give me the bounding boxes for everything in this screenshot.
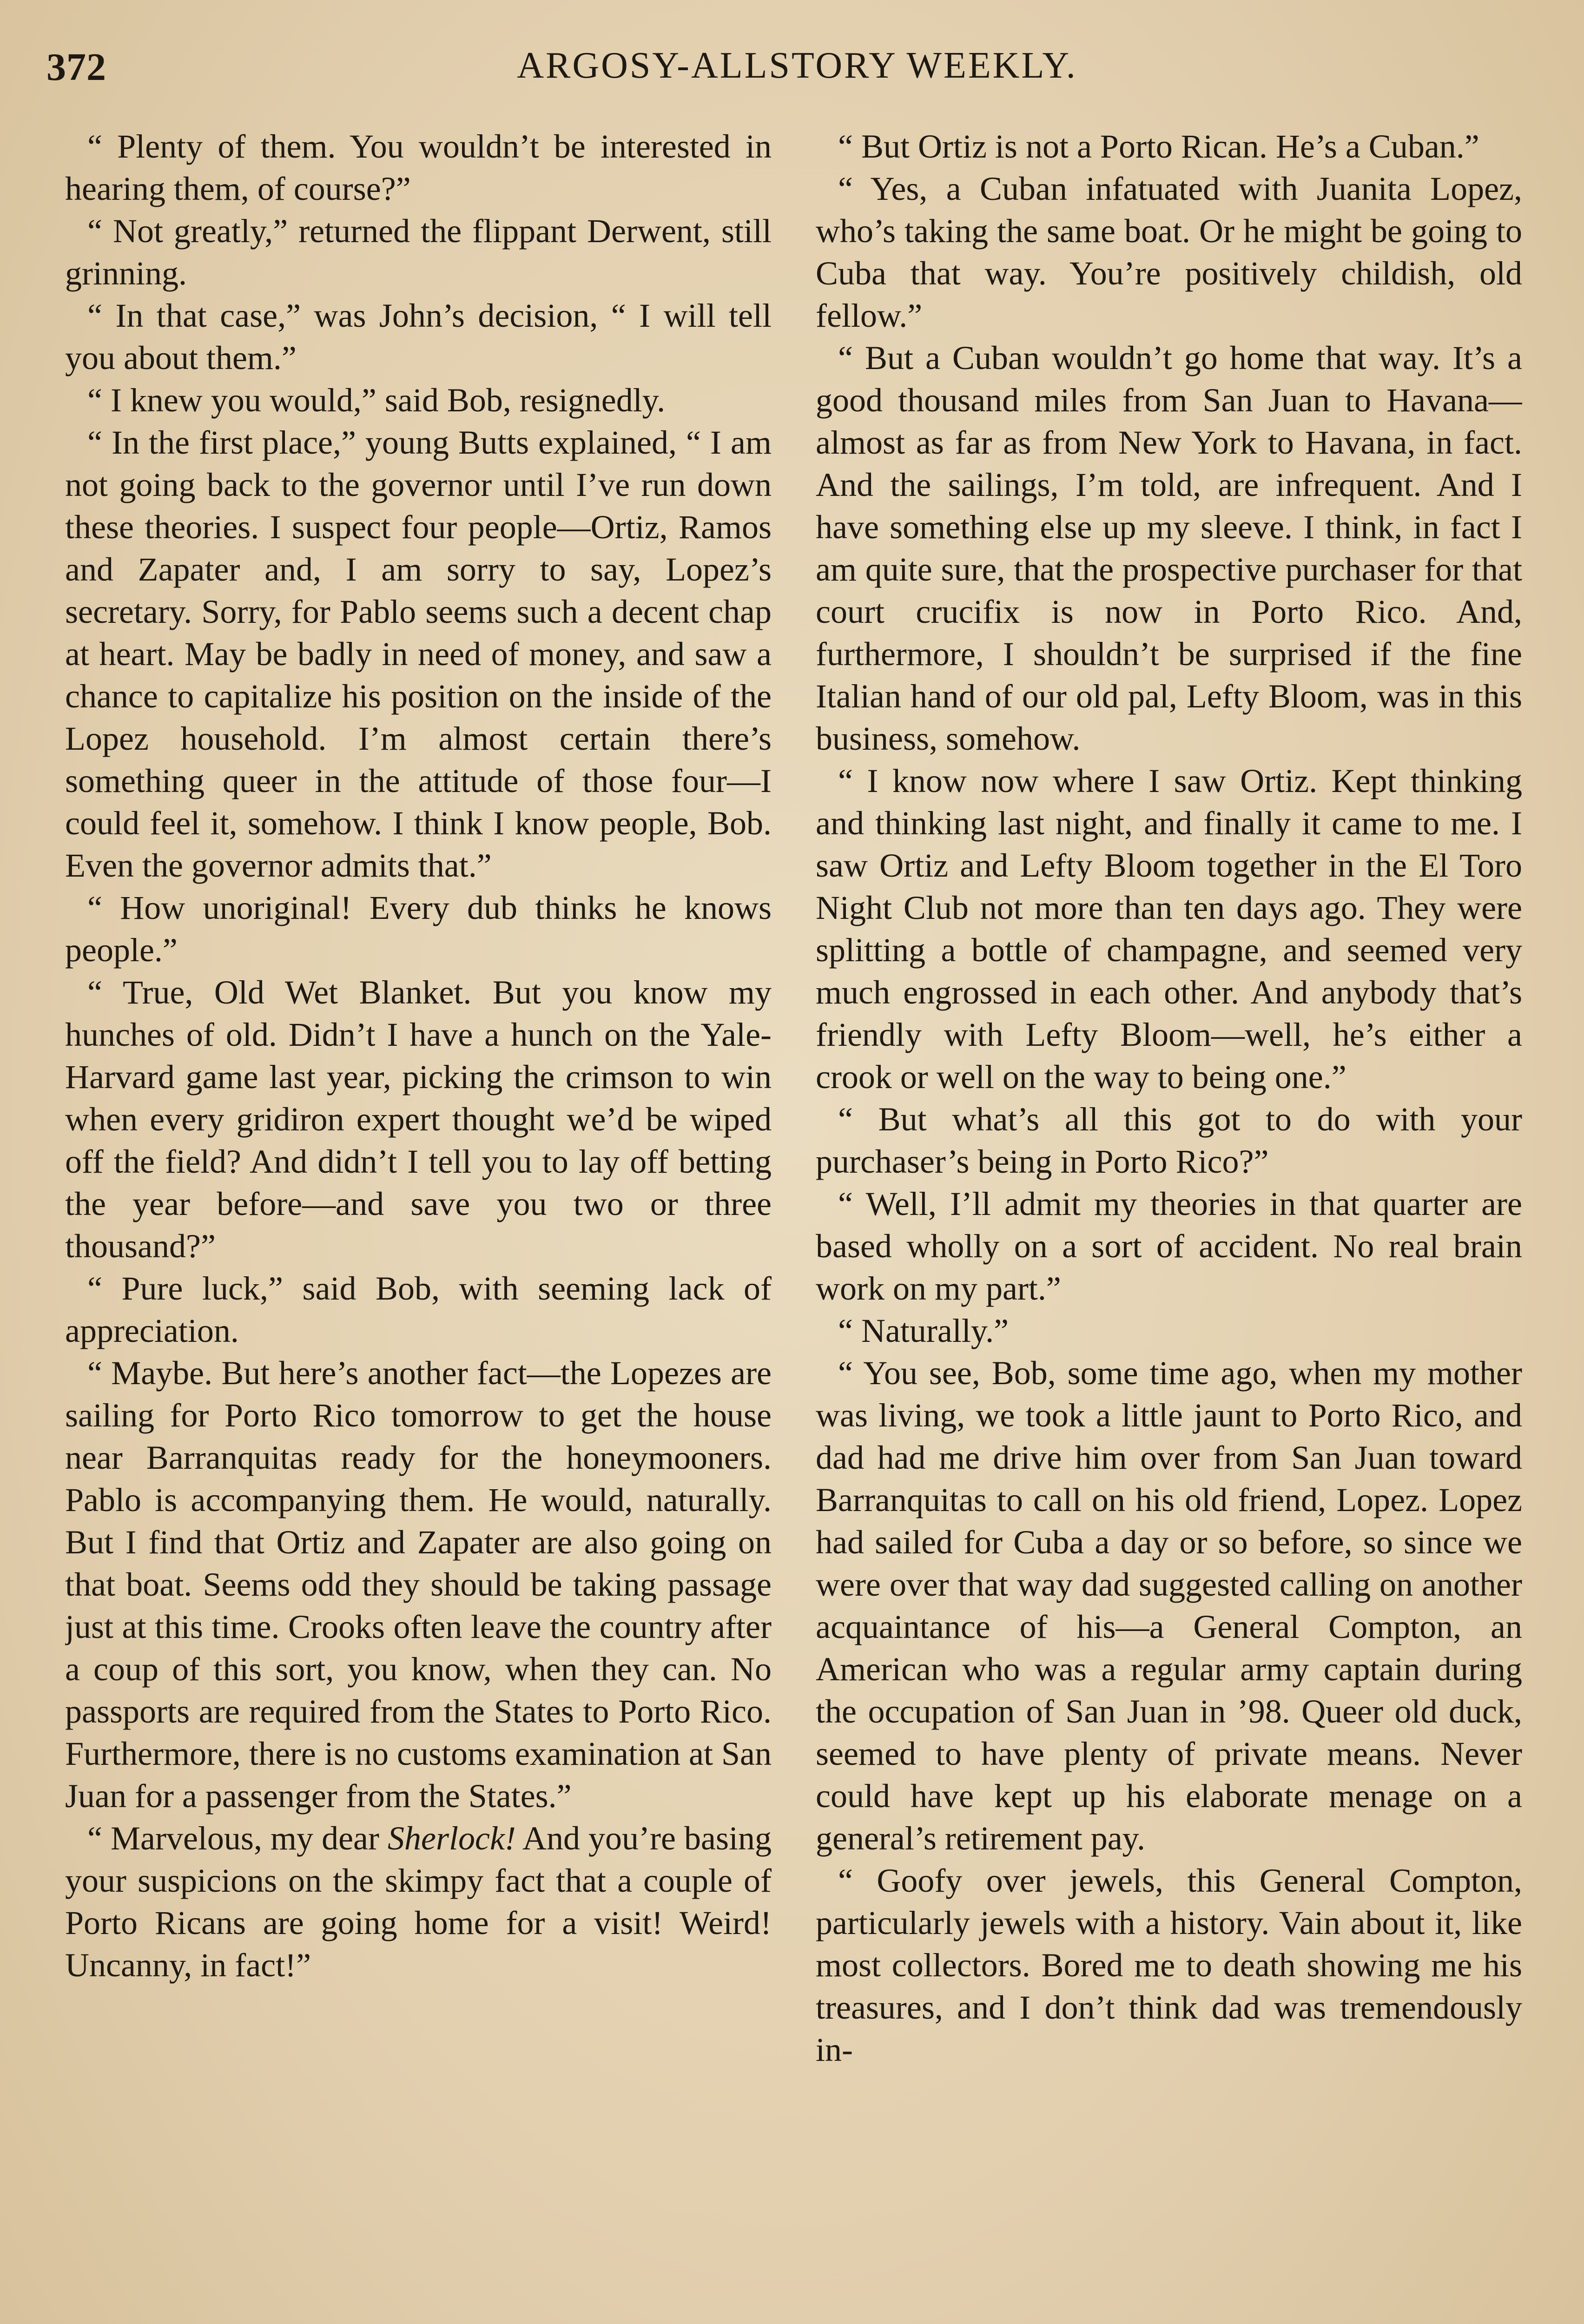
text-run: “ Marvelous, my dear	[87, 1820, 388, 1857]
page-header	[46, 45, 1548, 100]
paragraph: “ Well, I’ll admit my theories in that quarter are based wholly on a sort of accident. No real brain work on my part.”	[816, 1185, 1522, 1307]
italic-text: Sherlock!	[388, 1820, 516, 1857]
paragraph: “ But a Cuban wouldn’t go home that way. It’s a good thousand miles from San Juan to Havana—almost as far as from New York to Havana, in fact. And the sailings, I’m told, are infrequent. And I have something else up my sleeve. I think, in fact I am quite sure, that the prospective purchaser for that court crucifix is now in Porto Rico. And, furthermore, I shouldn’t be surprised if the fine Italian hand of our old pal, Lefty Bloom, was in this business, somehow.	[816, 339, 1522, 757]
paragraph: “ But Ortiz is not a Porto Rican. He’s a Cuban.”	[838, 128, 1479, 165]
page-number: 372	[46, 46, 106, 89]
paragraph: “ You see, Bob, some time ago, when my mother was living, we took a little jaunt to Porto Rico, and dad had me drive him over from San Juan toward Barranquitas to call on his old friend, Lopez. Lopez had sailed for Cuba a day or so before, so since we were over that way dad suggested calling on another acquaintance of his—a General Compton, an American who was a regular army captain during the occupation of San Juan in ’98. Queer old duck, seemed to have plenty of private means. Never could have kept up his elaborate menage on a general’s retirement pay.	[816, 1354, 1522, 1857]
running-head: ARGOSY-ALLSTORY WEEKLY.	[517, 45, 1077, 86]
right-column	[816, 125, 1522, 2324]
paragraph: “ Goofy over jewels, this General Compton, particularly jewels with a history. Vain about it, like most collectors. Bored me to death showing me his treasures, and I don’t think dad was tremendously in-	[816, 1862, 1522, 2068]
paragraph: “ In that case,” was John’s decision, “ I will tell you about them.”	[65, 297, 772, 376]
paragraph: “ I knew you would,” said Bob, resignedly.	[87, 382, 666, 419]
paragraph: “ Pure luck,” said Bob, with seeming lack of appreciation.	[65, 1270, 772, 1349]
paragraph: “ Yes, a Cuban infatuated with Juanita Lopez, who’s taking the same boat. Or he might be going to Cuba that way. You’re positively childish, old fellow.”	[816, 170, 1522, 334]
paragraph: “ Not greatly,” returned the flippant Derwent, still grinning.	[65, 212, 772, 292]
paragraph: “ Plenty of them. You wouldn’t be interested in hearing them, of course?”	[65, 128, 772, 207]
paragraph-sherlock	[65, 1817, 772, 1987]
paragraph: “ True, Old Wet Blanket. But you know my hunches of old. Didn’t I have a hunch on the Yale-Harvard game last year, picking the crimson to win when every gridiron expert thought we’d be wiped off the field? And didn’t I tell you to lay off betting the year before—and save you two or three thousand?”	[65, 974, 772, 1265]
paragraph: “ Naturally.”	[838, 1312, 1009, 1349]
left-column	[65, 125, 772, 2324]
text-run: And you’re basing your suspicions on the skimpy fact that a couple of Porto Ricans are going home for a visit! Weird! Uncanny, in fact!”	[65, 1820, 772, 1984]
paragraph: “ Maybe. But here’s another fact—the Lopezes are sailing for Porto Rico tomorrow to get the house near Barranquitas ready for the honeymooners. Pablo is accompanying them. He would, naturally. But I find that Ortiz and Zapater are also going on that boat. Seems odd they should be taking passage just at this time. Crooks often leave the country after a coup of this sort, you know, when they can. No passports are required from the States to Porto Rico. Furthermore, there is no customs examination at San Juan for a passenger from the States.”	[65, 1354, 772, 1815]
paragraph: “ I know now where I saw Ortiz. Kept thinking and thinking last night, and finally it came to me. I saw Ortiz and Lefty Bloom together in the El Toro Night Club not more than ten days ago. They were splitting a bottle of champagne, and seemed very much engrossed in each other. And anybody that’s friendly with Lefty Bloom—well, he’s either a crook or well on the way to being one.”	[816, 762, 1522, 1096]
paragraph: “ How unoriginal! Every dub thinks he knows people.”	[65, 889, 772, 969]
paragraph: “ In the first place,” young Butts explained, “ I am not going back to the governor until I’ve run down these theories. I suspect four people—Ortiz, Ramos and Zapater and, I am sorry to say, Lopez’s secretary. Sorry, for Pablo seems such a decent chap at heart. May be badly in need of money, and saw a chance to capitalize his position on the inside of the Lopez household. I’m almost certain there’s something queer in the attitude of those four—I could feel it, somehow. I think I know people, Bob. Even the governor admits that.”	[65, 424, 772, 884]
paragraph: “ But what’s all this got to do with your purchaser’s being in Porto Rico?”	[816, 1101, 1522, 1180]
